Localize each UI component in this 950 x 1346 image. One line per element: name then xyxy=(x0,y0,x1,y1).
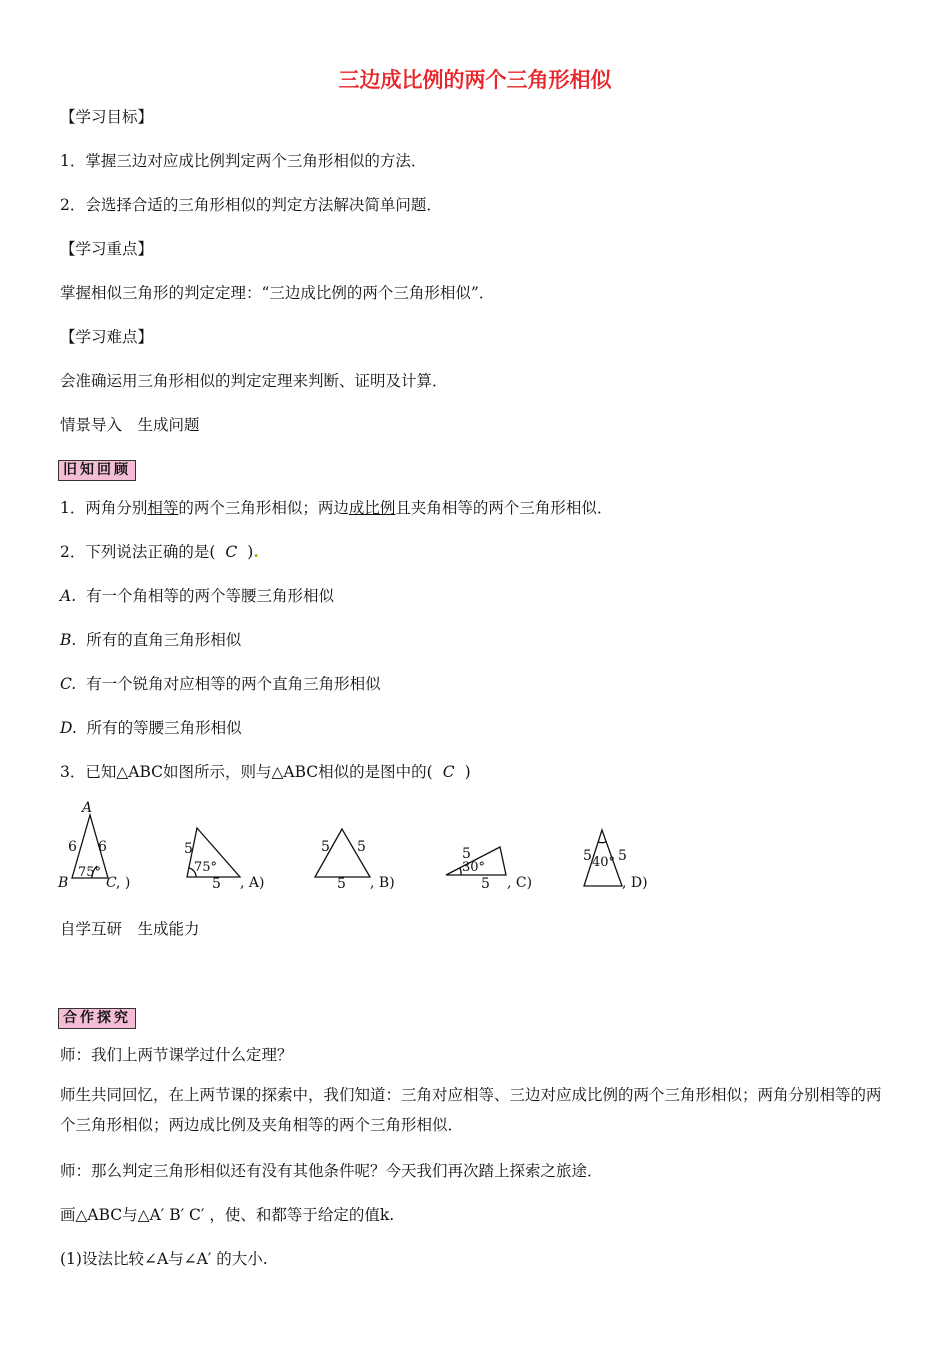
q3-close: ) xyxy=(464,763,471,781)
intro-heading: 情景导入 生成问题 xyxy=(60,416,200,434)
cooperation-paragraph-1: 师：我们上两节课学过什么定理？ xyxy=(60,1046,293,1064)
label-b-side-bottom: 5 xyxy=(337,876,346,892)
q2-close: ) xyxy=(247,543,254,561)
label-a-side-left: 5 xyxy=(184,841,193,857)
q1-blank-1: 相等 xyxy=(147,499,179,517)
self-study-heading: 自学互研 生成能力 xyxy=(60,920,200,938)
key-points-header: 【学习重点】 xyxy=(60,240,154,258)
option-a-letter: A. xyxy=(60,587,77,605)
label-original-side-left: 6 xyxy=(68,839,77,855)
page-title: 三边成比例的两个三角形相似 xyxy=(338,68,612,92)
objective-item-2: 2．会选择合适的三角形相似的判定方法解决简单问题． xyxy=(60,196,442,214)
option-d-letter: D. xyxy=(60,719,77,737)
cooperation-paragraph-3: 师：那么判定三角形相似还有没有其他条件呢？今天我们再次踏上探索之旅途． xyxy=(60,1162,603,1180)
option-b-letter: B. xyxy=(60,631,77,649)
label-vertex-b: B xyxy=(58,875,69,891)
label-original-angle: 75° xyxy=(78,865,102,880)
objective-item-1: 1．掌握三边对应成比例判定两个三角形相似的方法． xyxy=(60,152,427,170)
objectives-header: 【学习目标】 xyxy=(60,108,154,126)
q1-blank-2: 成比例 xyxy=(348,499,396,517)
q1-prefix: 1．两角分别 xyxy=(60,499,148,517)
label-b-tail: , B) xyxy=(370,875,395,891)
cooperation-paragraph-2: 师生共同回忆，在上两节课的探索中，我们知道：三角对应相等、三边对应成比例的两个三角形相似；两角分别相等的两个三角形相似；两边成比例及夹角相等的两个三角形相似． xyxy=(60,1086,882,1134)
label-d-side-right: 5 xyxy=(618,848,627,864)
label-d-angle: 40° xyxy=(592,855,616,870)
label-b-side-right: 5 xyxy=(357,839,366,855)
stray-dot: . xyxy=(253,542,259,561)
q3-answer: C xyxy=(442,763,455,781)
label-a-side-bottom: 5 xyxy=(212,876,221,892)
label-d-tail: , D) xyxy=(622,875,648,891)
q3-stem: 3．已知△ABC如图所示，则与△ABC相似的是图中的( xyxy=(60,763,433,781)
label-original-tail: , ) xyxy=(116,875,131,891)
q1-suffix: 且夹角相等的两个三角形相似． xyxy=(395,499,613,517)
cooperation-badge: 合作探究 xyxy=(58,1008,136,1029)
label-d-side-left: 5 xyxy=(583,848,592,864)
label-original-side-right: 6 xyxy=(98,839,107,855)
difficulties-text: 会准确运用三角形相似的判定定理来判断、证明及计算． xyxy=(60,372,448,390)
label-a-angle: 75° xyxy=(194,860,218,875)
label-a-tail: , A) xyxy=(240,875,265,891)
option-a-text: 有一个角相等的两个等腰三角形相似 xyxy=(85,587,334,605)
q1-middle: 的两个三角形相似；两边 xyxy=(178,499,349,517)
key-points-text: 掌握相似三角形的判定定理：“三边成比例的两个三角形相似”． xyxy=(60,284,495,302)
label-c-tail: , C) xyxy=(507,875,533,891)
label-c-angle: 30° xyxy=(462,860,486,875)
cooperation-paragraph-5: (1)设法比较∠A与∠A′ 的大小. xyxy=(60,1250,268,1268)
option-b-text: 所有的直角三角形相似 xyxy=(86,631,242,649)
difficulties-header: 【学习难点】 xyxy=(60,328,154,346)
q2-stem: 2．下列说法正确的是( xyxy=(60,543,216,561)
angle-arc-option-d xyxy=(598,842,606,843)
label-b-side-left: 5 xyxy=(321,839,330,855)
option-c-letter: C. xyxy=(60,675,77,693)
label-vertex-c: C xyxy=(106,875,117,891)
label-c-side-top: 5 xyxy=(462,846,471,862)
cooperation-paragraph-4: 画△ABC与△A′ B′ C′ ，使、和都等于给定的值k. xyxy=(60,1206,395,1224)
option-d-text: 所有的等腰三角形相似 xyxy=(86,719,242,737)
review-badge: 旧知回顾 xyxy=(58,460,136,481)
option-c-text: 有一个锐角对应相等的两个直角三角形相似 xyxy=(86,675,381,693)
angle-arc-option-c xyxy=(460,868,461,875)
label-c-side-bottom: 5 xyxy=(481,876,490,892)
label-vertex-a: A xyxy=(82,800,93,816)
q2-answer: C xyxy=(225,543,238,561)
